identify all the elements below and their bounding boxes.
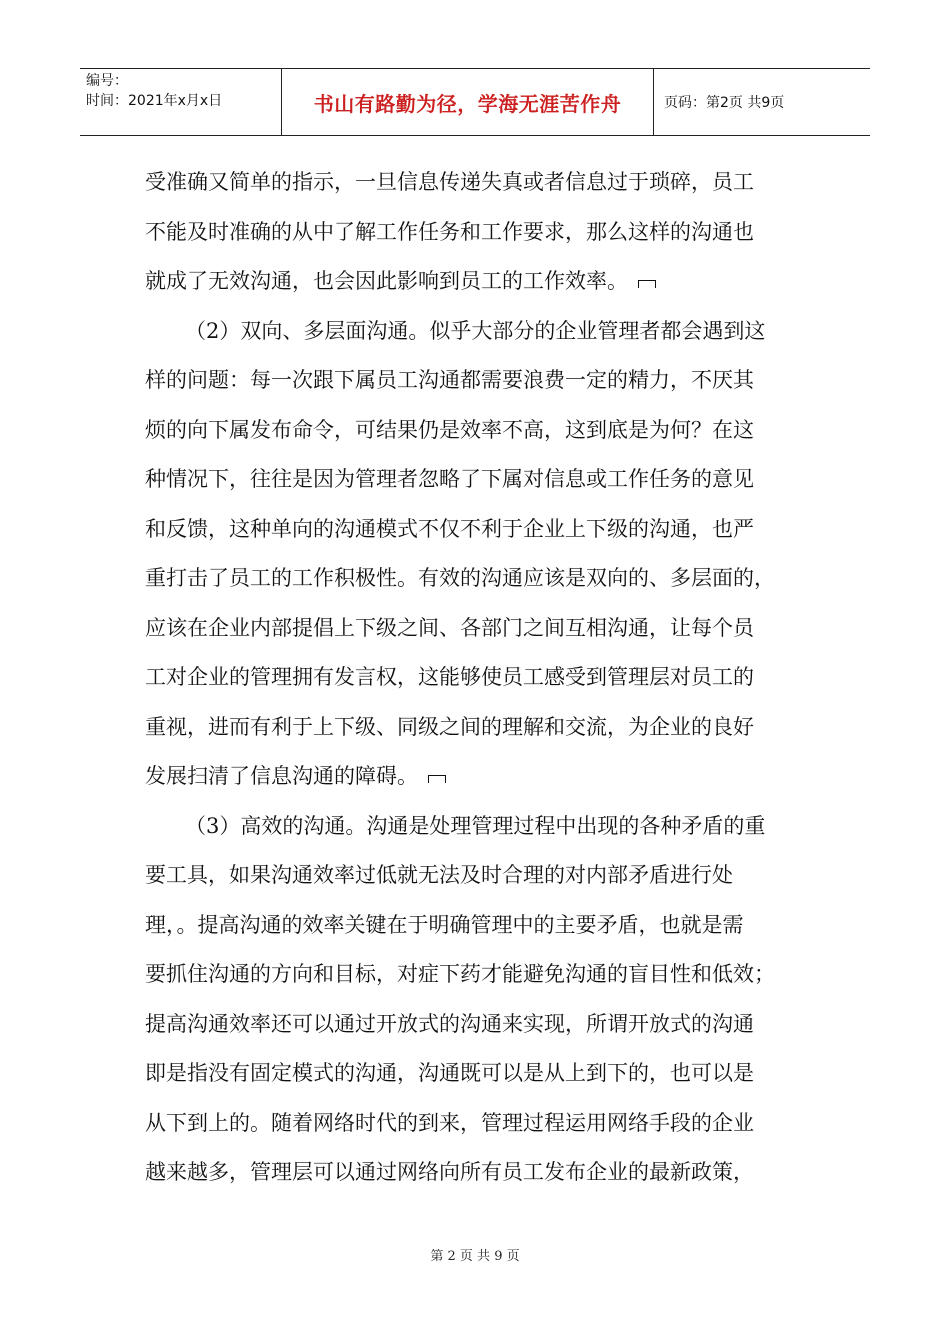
document-header	[80, 68, 870, 136]
header-page-label: 页码：第2页 共9页	[664, 95, 785, 111]
header-page-cell	[654, 69, 870, 135]
text-line-content: 就成了无效沟通，也会因此影响到员工的工作效率。	[145, 269, 628, 293]
document-number-label: 编号：	[86, 73, 128, 89]
text-line: 种情况下，往往是因为管理者忽略了下属对信息或工作任务的意见	[145, 467, 754, 491]
text-line: 应该在企业内部提倡上下级之间、各部门之间互相沟通，让每个员	[145, 615, 754, 640]
header-motto: 书山有路勤为径，学海无涯苦作舟	[313, 91, 622, 116]
text-line: 理，。提高沟通的效率关键在于明确管理中的主要矛盾，也就是需	[145, 912, 744, 937]
text-line: 从下到上的。随着网络时代的到来，管理过程运用网络手段的企业	[145, 1110, 754, 1135]
paragraph-2	[145, 307, 817, 802]
text-line: （3）高效的沟通。沟通是处理管理过程中出现的各种矛盾的重	[185, 813, 766, 838]
header-meta-cell	[80, 69, 282, 135]
text-line: （2）双向、多层面沟通。似乎大部分的企业管理者都会遇到这	[185, 318, 766, 343]
header-motto-cell	[282, 69, 654, 135]
paragraph-end-mark-icon	[638, 280, 656, 288]
text-line: 受准确又简单的指示，一旦信息传递失真或者信息过于琐碎，员工	[145, 170, 754, 194]
text-line: 要工具，如果沟通效率过低就无法及时合理的对内部矛盾进行处	[145, 863, 733, 887]
text-line: 烦的向下属发布命令，可结果仍是效率不高，这到底是为何？在这	[145, 417, 754, 442]
text-line: 提高沟通效率还可以通过开放式的沟通来实现，所谓开放式的沟通	[145, 1011, 754, 1036]
text-line: 要抓住沟通的方向和目标，对症下药才能避免沟通的盲目性和低效；	[145, 962, 775, 986]
text-line: 越来越多，管理层可以通过网络向所有员工发布企业的最新政策，	[145, 1160, 754, 1184]
text-line	[145, 752, 817, 802]
paragraph-end-mark-icon	[428, 775, 446, 783]
footer-page-number: 第 2 页 共 9 页	[430, 1249, 520, 1264]
document-body	[145, 158, 817, 1198]
text-line: 重打击了员工的工作积极性。有效的沟通应该是双向的、多层面的，	[145, 566, 775, 590]
paragraph-3	[145, 802, 817, 1198]
text-line: 和反馈，这种单向的沟通模式不仅不利于企业上下级的沟通，也严	[145, 516, 754, 541]
document-time-label: 时间：2021年x月x日	[86, 93, 223, 109]
text-line	[145, 257, 817, 307]
text-line: 工对企业的管理拥有发言权，这能够使员工感受到管理层对员工的	[145, 665, 754, 689]
page-footer	[0, 1245, 950, 1264]
text-line: 重视，进而有利于上下级、同级之间的理解和交流，为企业的良好	[145, 714, 754, 739]
text-line: 不能及时准确的从中了解工作任务和工作要求，那么这样的沟通也	[145, 219, 754, 244]
text-line: 样的问题：每一次跟下属员工沟通都需要浪费一定的精力，不厌其	[145, 368, 754, 392]
text-line: 即是指没有固定模式的沟通，沟通既可以是从上到下的，也可以是	[145, 1061, 754, 1085]
text-line-content: 发展扫清了信息沟通的障碍。	[145, 764, 418, 788]
paragraph-1	[145, 158, 817, 307]
